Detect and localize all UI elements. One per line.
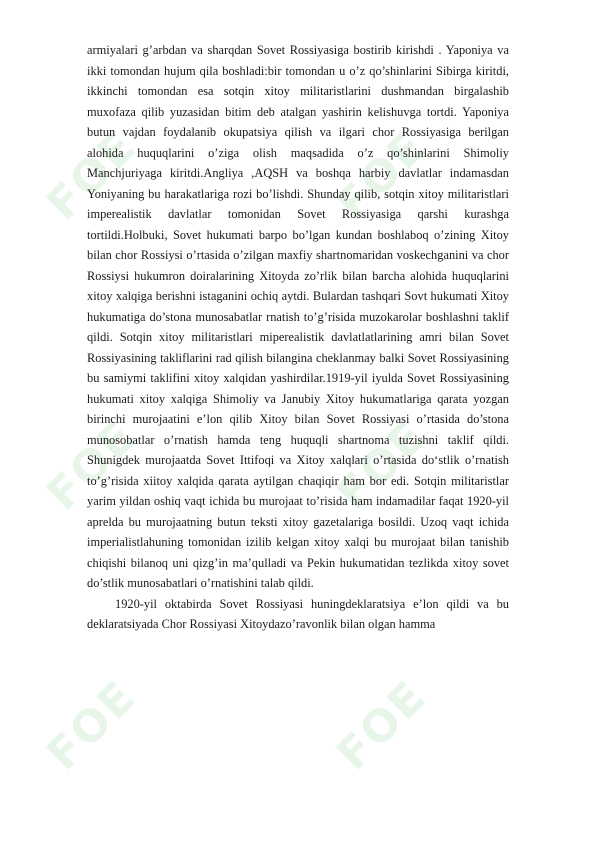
body-paragraph: 1920-yil oktabirda Sovet Rossiyasi huningdeklaratsiya e’lon qildi va bu deklaratsiyada Chor Rossiyasi Xitoydazo’ravonlik bilan olgan hamma — [87, 596, 509, 631]
watermark: FOE — [327, 670, 437, 781]
document-body — [87, 40, 509, 635]
watermark: FOE — [37, 410, 147, 521]
watermark: FOE — [327, 410, 437, 521]
watermark: FOE — [37, 120, 147, 231]
watermark: FOE — [327, 120, 437, 231]
body-paragraph: armiyalari g’arbdan va sharqdan Sovet Rossiyasiga bostirib kirishdi . Yaponiya va ikki tomondan hujum qila boshladi:bir tomondan u o’z qo’shinlarini Sibirga kiritdi, ikkinchi tomondan esa sotqin xitoy militaristlarini dushmandan birgalashib muxofaza qilib yuzasidan bitim deb atalgan yashirin kelishuvga tortdi. Yaponiya butun vajdan foydalanib okupatsiya qilish va ilgari chor Rossiyasiga berilgan alohida huquqlarini o’ziga olish maqsadida o’z qo’shinlarini Shimoliy Manchjuriyaga kiritdi.Angliya ,AQSH va boshqa harbiy davlatlar indamasdan Yoniyaning bu harakatlariga rozi bo’lishdi. Shunday qilib, sotqin xitoy militaristlari imperealistik davlatlar tomonidan Sovet Rossiyasiga qarshi kurashga tortildi.Holbuki, Sovet hukumati barpo bo’lgan kundan boshlaboq o’zining Xitoy bilan chor Rossiysi o’rtasida o’zilgan maxfiy shartnomaridan voskechganini va chor Rossiysi hukumron doiralarining Xitoyda zo’rlik bilan barcha alohida huquqlarini xitoy xalqiga berishni istaganini ochiq aytdi. Bulardan tashqari Sovt hukumati Xitoy hukumatiga do’stona munosabatlar rnatish to’g’risida muzokarolar boshlashni taklif qildi. Sotqin xitoy militaristlari miperealistik davlatlatlarining amri bilan Sovet Rossiyasining takliflarini rad qilish bilangina cheklanmay balki Sovet Rossiyasining bu samiymi taklifini xitoy xalqidan yashirdilar.1919-yil iyulda Sovet Rossiyasining hukumati xitoy xalqiga Shimoliy va Janubiy Xitoy hukumatlariga qarata yozgan birinchi murojaatini e’lon qilib Xitoy bilan Sovet Rossiyasi o’rtasida do’stona munosobatlar o’rnatish hamda teng huquqli shartnoma tuzishni taklif qildi. Shunigdek murojaatda Sovet Ittifoqi va Xitoy xalqlari o’rtasida do‘stlik o’rnatish to’g’risida xiitoy xalqida qarata aytilgan chaqiqir ham bor edi. Sotqin militaristlar yarim yildan oshiq vaqt ichida bu murojaat to’risida ham indamadilar faqat 1920-yil aprelda bu murojaatning butun teksti xitoy gazetalariga bosildi. Uzoq vaqt ichida imperialistlahuning tomonidan izilib kelgan xitoy xalqi bu murojaat bilan tanishib chiqishi bilanoq uni qizg’in ma’qulladi va Pekin hukumatidan tezlikda xitoy sovet do’stlik munosabatlari o’rnatishini talab qildi. — [87, 43, 509, 590]
watermark: FOE — [37, 670, 147, 781]
